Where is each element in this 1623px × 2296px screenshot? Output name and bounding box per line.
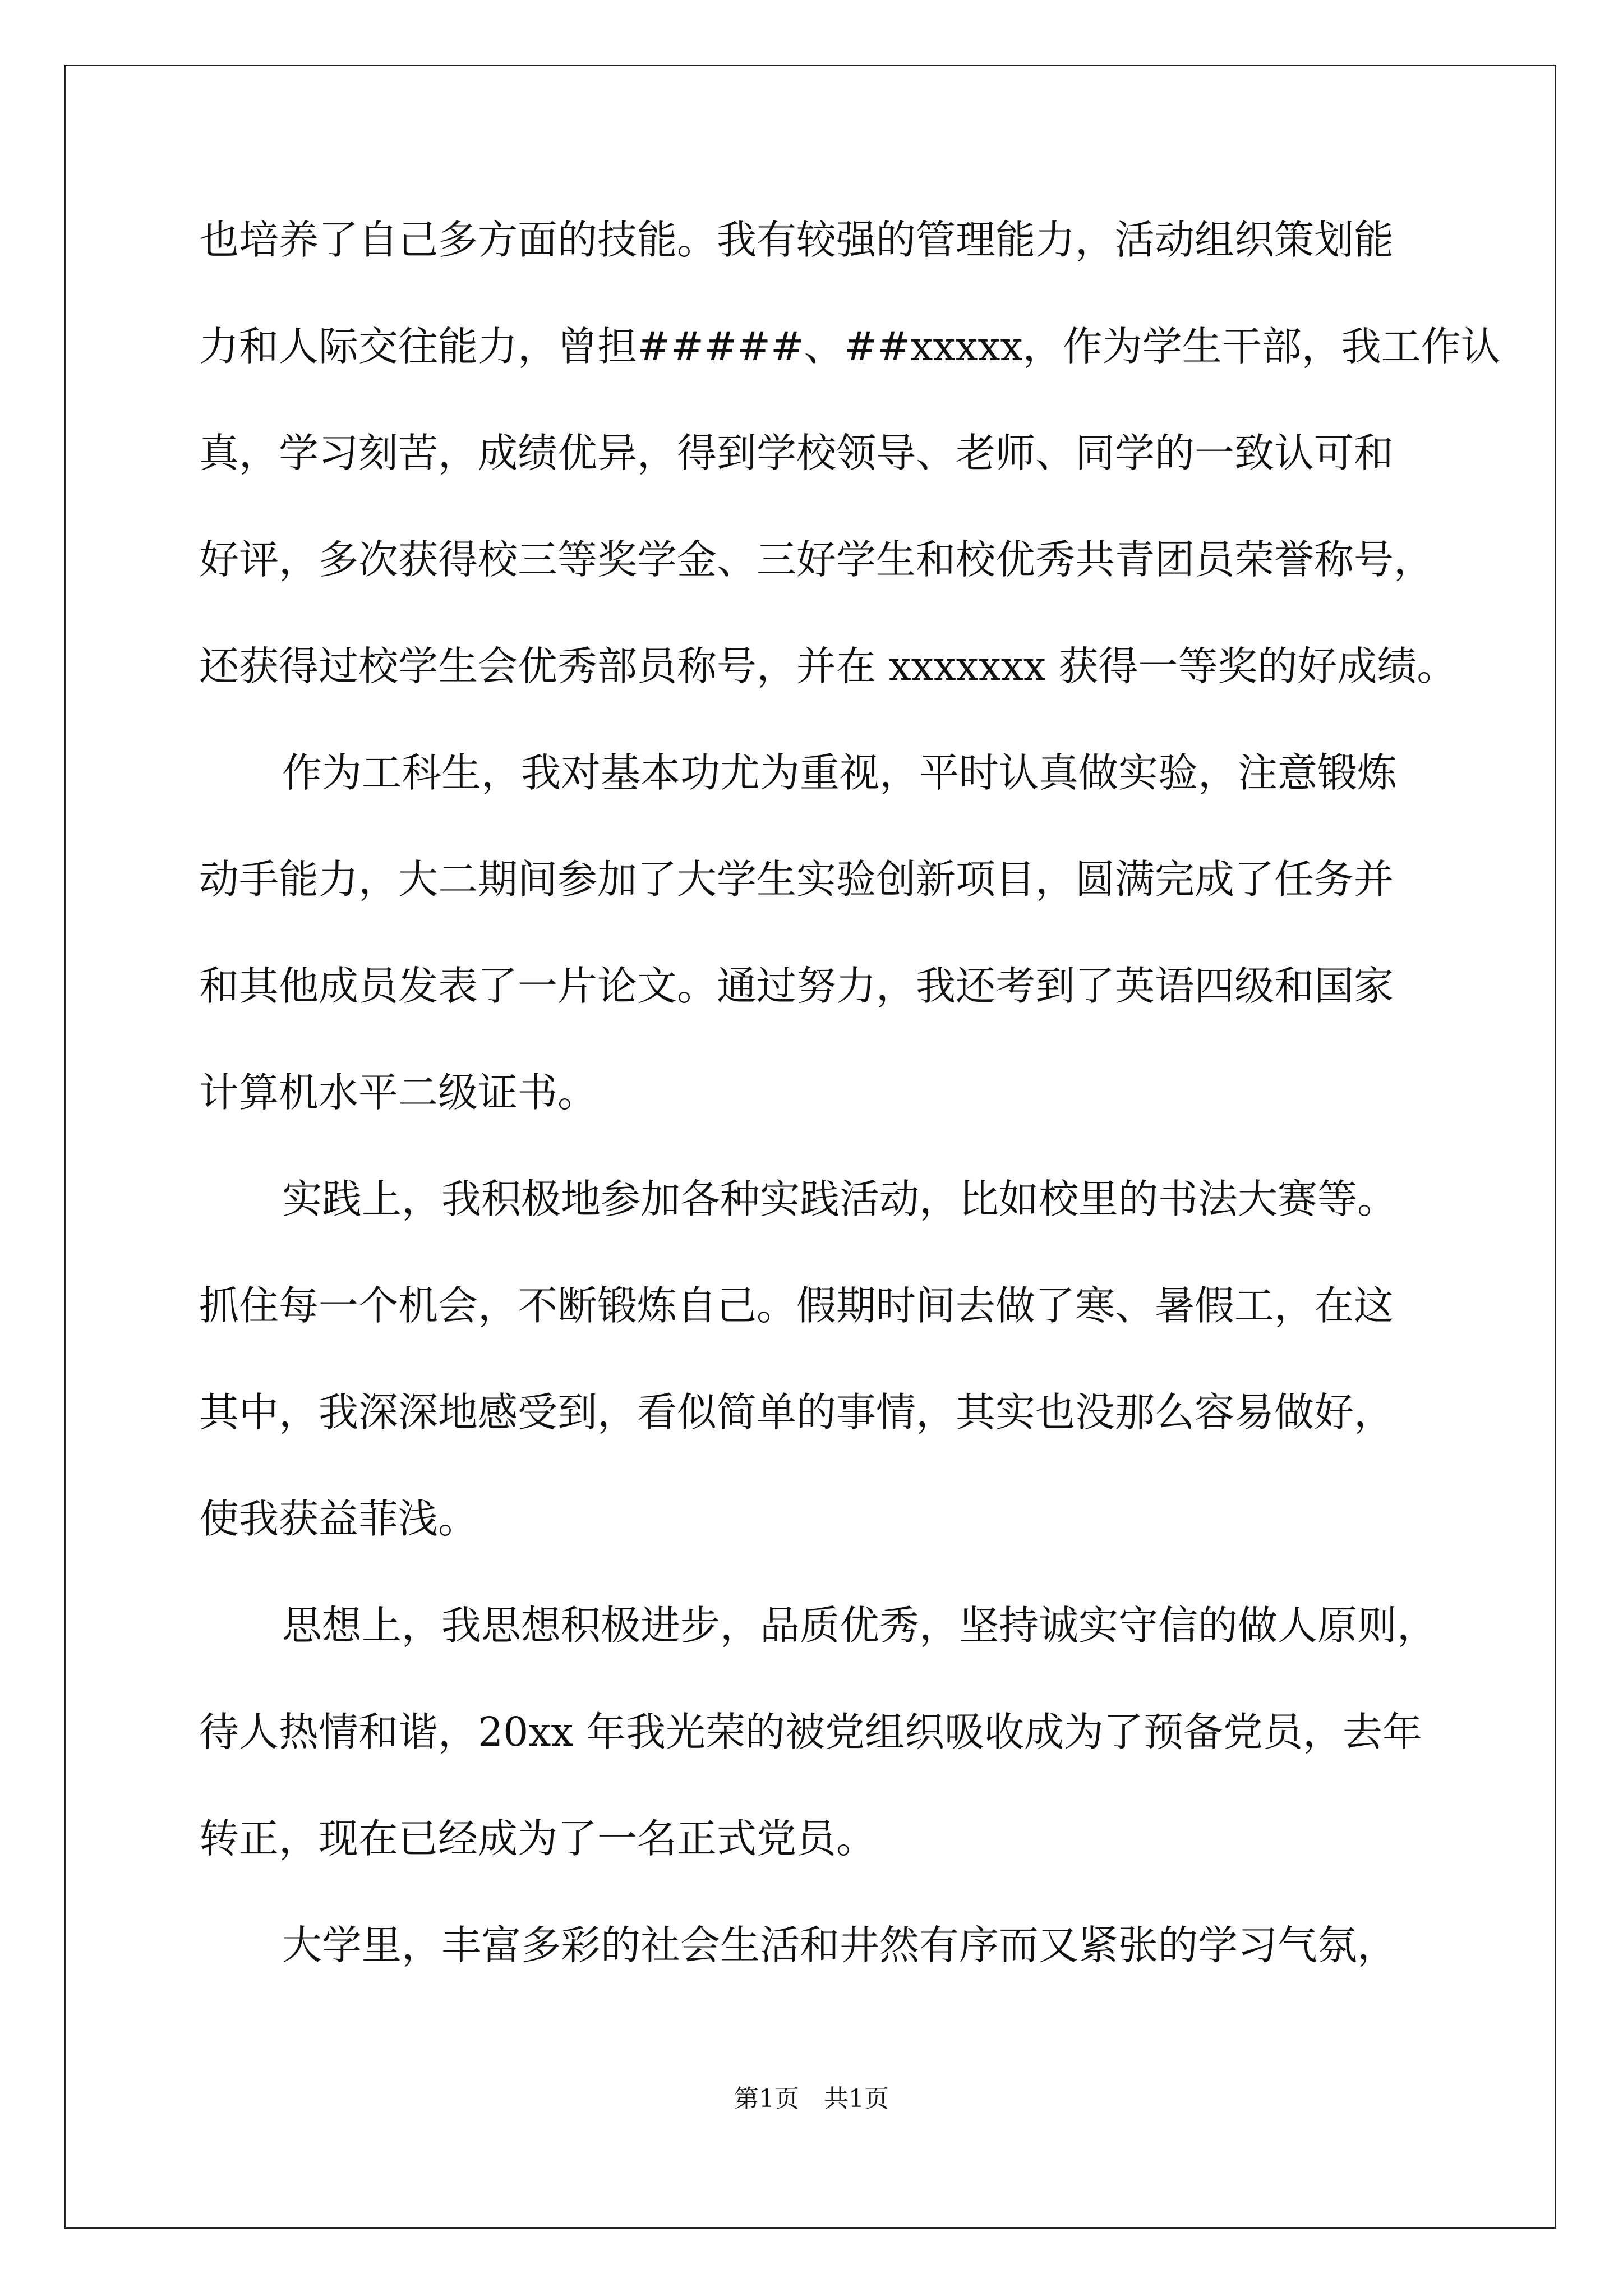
paragraph-line: 转正，现在已经成为了一名正式党员。 <box>199 1815 877 1862</box>
paragraph-line: 计算机水平二级证书。 <box>199 1069 598 1116</box>
paragraph-line: 力和人际交往能力，曾担#####、##xxxxx，作为学生干部，我工作认 <box>199 323 1501 370</box>
paragraph-line: 其中，我深深地感受到，看似简单的事情，其实也没那么容易做好， <box>199 1389 1394 1435</box>
paragraph-line: 待人热情和谐，20xx 年我光荣的被党组织吸收成为了预备党员，去年 <box>199 1709 1422 1755</box>
paragraph-line: 作为工科生，我对基本功尤为重视，平时认真做实验，注意锻炼 <box>282 749 1398 796</box>
paragraph-line: 实践上，我积极地参加各种实践活动，比如校里的书法大赛等。 <box>282 1176 1398 1222</box>
document-body <box>199 213 1501 2025</box>
paragraph-line: 还获得过校学生会优秀部员称号，并在 xxxxxxx 获得一等奖的好成绩。 <box>199 643 1457 689</box>
paragraph-line: 动手能力，大二期间参加了大学生实验创新项目，圆满完成了任务并 <box>199 856 1394 903</box>
paragraph-line: 抓住每一个机会，不断锻炼自己。假期时间去做了寒、暑假工，在这 <box>199 1282 1394 1329</box>
paragraph-line: 大学里，丰富多彩的社会生活和井然有序而又紧张的学习气氛， <box>282 1922 1398 1968</box>
page-footer: 第1页 共1页 <box>734 2085 889 2113</box>
paragraph-line: 好评，多次获得校三等奖学金、三好学生和校优秀共青团员荣誉称号， <box>199 536 1434 583</box>
paragraph-line: 也培养了自己多方面的技能。我有较强的管理能力，活动组织策划能 <box>199 217 1394 263</box>
paragraph-line: 和其他成员发表了一片论文。通过努力，我还考到了英语四级和国家 <box>199 963 1394 1009</box>
paragraph-line: 使我获益菲浅。 <box>199 1496 478 1542</box>
paragraph-line: 思想上，我思想积极进步，品质优秀，坚持诚实守信的做人原则， <box>282 1602 1437 1649</box>
paragraph-line: 真，学习刻苦，成绩优异，得到学校领导、老师、同学的一致认可和 <box>199 430 1394 476</box>
